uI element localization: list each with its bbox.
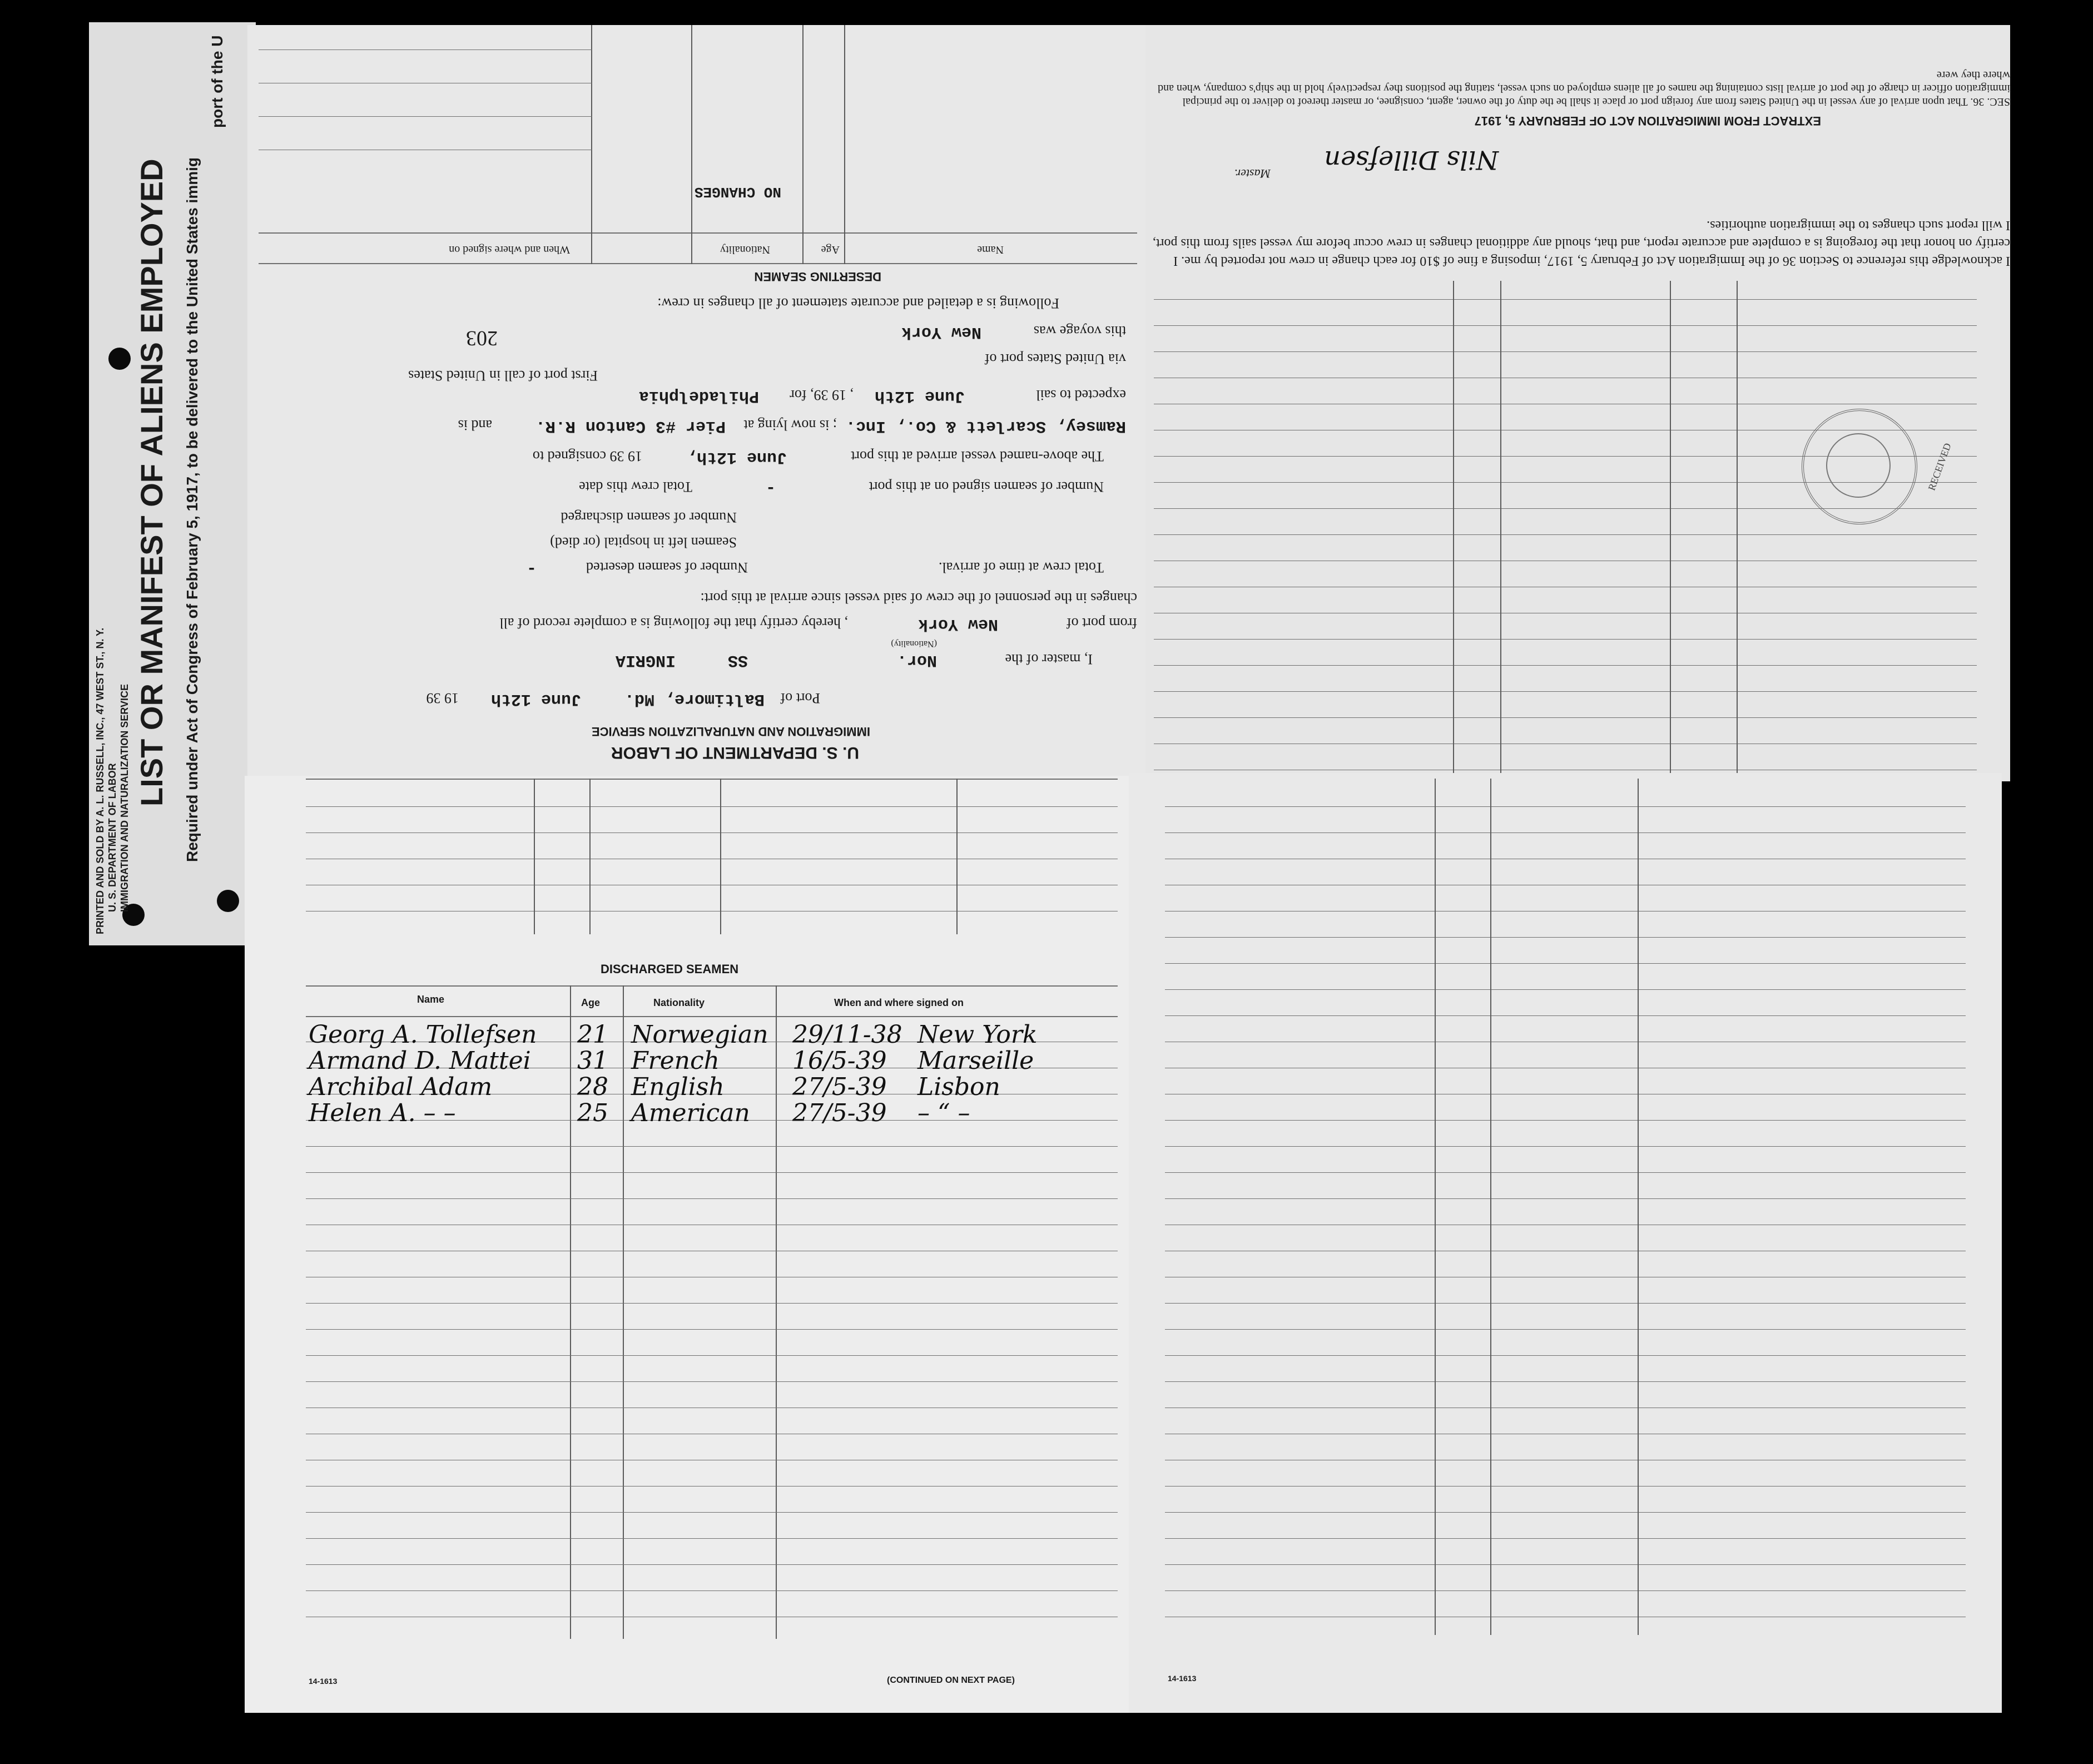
ruled-line	[306, 806, 1118, 807]
ruled-line	[1154, 639, 1977, 640]
pier: Pier #3 Canton R.R.	[535, 417, 726, 435]
sail-date: June 12th	[874, 387, 965, 405]
printer-line: PRINTED AND SOLD BY A. L. RUSSELL, INC., 47 WEST ST., N. Y.	[95, 627, 106, 934]
col-signed-on: When and where signed on	[449, 244, 570, 256]
year: 19 39	[426, 690, 459, 706]
via-text: via United States port of	[984, 351, 1126, 367]
ruled-line	[306, 1590, 1118, 1591]
ruled-line	[1165, 1146, 1966, 1147]
printer-service: IMMIGRATION AND NATURALIZATION SERVICE	[119, 684, 130, 912]
ruled-line	[1165, 1590, 1966, 1591]
ruled-line	[1165, 1172, 1966, 1173]
deserting-heading: DESERTING SEAMEN	[754, 270, 881, 284]
ruled-line	[1154, 299, 1977, 300]
date-value: June 12th	[490, 690, 581, 708]
ruled-line	[1165, 1120, 1966, 1121]
seaman-name: Armand D. Mattei	[309, 1047, 531, 1075]
voyage-value: New York	[901, 323, 981, 341]
expected-text: expected to sail	[1036, 387, 1126, 403]
ruled-line	[1165, 1198, 1966, 1199]
col-nationality: Nationality	[653, 997, 705, 1008]
number-discharged: Number of seamen discharged	[561, 509, 737, 526]
manifest-cover-strip	[89, 22, 256, 945]
ruled-line	[306, 1146, 1118, 1147]
total-crew-arrival: Total crew at time of arrival.	[938, 559, 1104, 576]
continued-note: (CONTINUED ON NEXT PAGE)	[887, 1676, 1015, 1685]
ruled-line	[306, 1172, 1118, 1173]
signed-on-value: -	[765, 478, 776, 497]
voyage-text: this voyage was	[1033, 323, 1126, 339]
ruled-line	[1165, 1538, 1966, 1539]
deserted-value: -	[526, 559, 537, 578]
seaman-age: 31	[577, 1047, 608, 1075]
upper-left-page	[247, 25, 1148, 784]
seaman-nationality: French	[631, 1047, 720, 1075]
lying-text: ; is now lying at	[743, 417, 837, 433]
ruled-line	[1165, 1564, 1966, 1565]
seaman-name: Georg A. Tollefsen	[309, 1020, 537, 1049]
signed-on-place: Marseille	[917, 1047, 1034, 1075]
printer-department: U. S. DEPARTMENT OF LABOR	[107, 763, 118, 912]
port-label: Port of	[780, 690, 820, 706]
from-port-value: New York	[917, 615, 998, 633]
vessel-name: INGRIA	[615, 651, 676, 670]
ruled-line	[1165, 1355, 1966, 1356]
upper-right-page	[1145, 25, 2010, 781]
ruled-line	[1165, 937, 1966, 938]
nationality-value: Nor.	[896, 651, 937, 670]
col-signed-on: When and where signed on	[834, 997, 964, 1008]
port-value: Baltimore, Md.	[624, 690, 765, 708]
ruled-line	[306, 1381, 1118, 1382]
col-name: Name	[417, 994, 445, 1005]
sail-year: , 19 39, for	[790, 387, 854, 403]
ruled-line	[1154, 534, 1977, 535]
extract-heading: EXTRACT FROM IMMIGRATION ACT OF FEBRUARY 5, 1917	[1474, 114, 1821, 128]
ruled-line	[1154, 665, 1977, 666]
ruled-line	[306, 1329, 1118, 1330]
col-name: Name	[977, 244, 1004, 256]
acknowledge-text: I acknowledge this reference to Section 36 of the Immigration Act of February 5, 1917, imposing a fine of $10 for each change in crew not reported by me. I certify on honor that the foregoing is a complete and accurate report, and that, should any additional changes in crew occur before my vessel sails from this port, I will report such changes to the immigration authorities.	[1152, 218, 2010, 268]
arrived-date: June 12th,	[686, 448, 787, 467]
seaman-name: Archibal Adam	[309, 1073, 493, 1101]
ruled-line	[1165, 806, 1966, 807]
ruled-line	[1154, 325, 1977, 326]
discharged-heading: DISCHARGED SEAMEN	[601, 962, 739, 976]
seaman-nationality: English	[631, 1073, 725, 1101]
changes-text: changes in the personnel of the crew of said vessel since arrival at this port:	[700, 590, 1137, 606]
ruled-line	[1154, 717, 1977, 718]
ruled-line	[1154, 691, 1977, 692]
stamp-text: RECEIVED	[1926, 442, 1953, 492]
signed-on-place: Lisbon	[917, 1073, 1000, 1101]
count-number: 203	[466, 326, 498, 350]
ruled-line	[306, 1538, 1118, 1539]
signed-on: Number of seamen signed on at this port	[869, 479, 1104, 495]
ruled-line	[1165, 989, 1966, 990]
received-stamp	[1802, 409, 1953, 524]
nationality-label: (Nationality)	[891, 639, 937, 648]
signed-on-date: 16/5-39	[792, 1047, 887, 1075]
department-heading: U. S. DEPARTMENT OF LABOR	[611, 744, 859, 762]
arrived-text: The above-named vessel arrived at this port	[851, 448, 1104, 464]
signed-on-place: – “ –	[917, 1099, 970, 1127]
seaman-name: Helen A. – –	[309, 1099, 456, 1127]
following-text: Following is a detailed and accurate statement of all changes in crew:	[657, 295, 1059, 311]
lower-left-page	[245, 776, 1137, 1713]
left-hospital: Seamen left in hospital (or died)	[550, 534, 737, 551]
ruled-line	[306, 1564, 1118, 1565]
number-deserted: Number of seamen deserted	[586, 559, 748, 576]
and-is: and is	[458, 417, 492, 433]
seaman-age: 25	[577, 1099, 608, 1127]
no-changes: NO CHANGES	[694, 184, 781, 200]
section-36-text: SEC. 36. That upon arrival of any vessel in the United States from any foreign port or place it shall be the duty of the owner, agent, consignee, or master thereof to deliver to the principal immigration officer in charge of the port of arrival lists containing the names of all aliens employed on such vessel, stating the positions they respectively hold in the ship's company, when and where they were	[1158, 69, 2010, 108]
ruled-line	[1165, 1303, 1966, 1304]
seaman-nationality: Norwegian	[631, 1020, 768, 1049]
lower-right-page	[1129, 773, 2002, 1713]
col-age: Age	[581, 997, 601, 1008]
form-number: 14-1613	[309, 1677, 338, 1686]
ruled-line	[1165, 963, 1966, 964]
ruled-line	[306, 1355, 1118, 1356]
manifest-subtitle: Required under Act of Congress of February 5, 1917, to be delivered to the United States immig	[183, 157, 201, 862]
first-port-label: First port of call in United States	[408, 368, 598, 384]
ruled-line	[1165, 1329, 1966, 1330]
master-label: Master.	[1234, 167, 1271, 181]
col-age: Age	[821, 244, 840, 256]
ruled-line	[306, 1198, 1118, 1199]
ruled-line	[1165, 1512, 1966, 1513]
vessel-prefix: SS	[727, 651, 748, 670]
ruled-line	[1165, 1381, 1966, 1382]
signed-on-date: 27/5-39	[792, 1073, 887, 1101]
from-port-label: from port of	[1066, 615, 1137, 631]
certify-text: , hereby certify that the following is a complete record of all	[499, 615, 848, 631]
ruled-line	[1154, 351, 1977, 352]
manifest-title: LIST OR MANIFEST OF ALIENS EMPLOYED	[134, 158, 169, 806]
consigned-text: 19 39 consigned to	[532, 448, 642, 464]
ruled-line	[306, 1512, 1118, 1513]
seaman-age: 21	[577, 1020, 608, 1049]
signed-on-date: 29/11-38	[792, 1020, 902, 1049]
service-heading: IMMIGRATION AND NATURALIZATION SERVICE	[591, 725, 870, 739]
seaman-nationality: American	[631, 1099, 750, 1127]
ruled-line	[306, 1303, 1118, 1304]
ruled-line	[1165, 1015, 1966, 1016]
signed-on-place: New York	[917, 1020, 1038, 1049]
master-signature: Nils Dillefsen	[1324, 145, 1499, 175]
signed-on-date: 27/5-39	[792, 1099, 887, 1127]
col-nationality: Nationality	[720, 244, 770, 256]
consignee: Ramsey, Scarlett & Co., Inc.	[845, 417, 1126, 435]
manifest-subtitle-2: port of the U	[209, 35, 226, 128]
master-line: I, master of the	[1005, 651, 1093, 667]
seaman-age: 28	[577, 1073, 608, 1101]
total-crew-date: Total crew this date	[579, 479, 692, 495]
destination: Philadelphia	[638, 387, 759, 405]
form-number: 14-1613	[1168, 1674, 1197, 1683]
